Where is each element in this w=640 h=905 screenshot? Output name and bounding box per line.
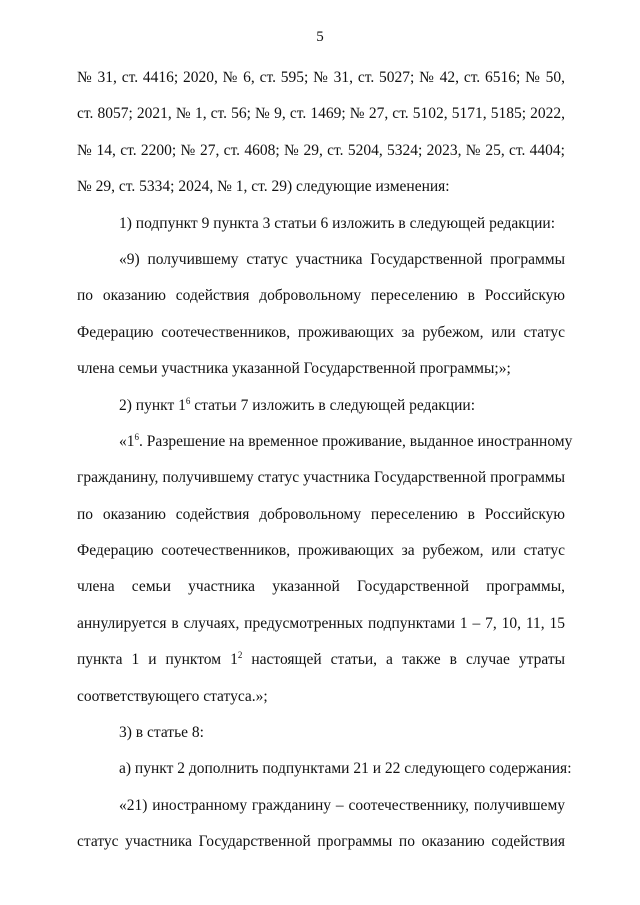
text-line: 3) в статье 8: (119, 724, 204, 742)
text-line (77, 424, 573, 460)
text-line: аннулируется в случаях, предусмотренных подпунктами 1 – 7, 10, 11, 15 (77, 614, 565, 632)
page-number: 5 (316, 29, 324, 45)
text-line: № 31, ст. 4416; 2020, № 6, ст. 595; № 31, ст. 5027; № 42, ст. 6516; № 50, (77, 69, 565, 86)
text-line: Федерацию соотечественников, проживающих за рубежом, или статус (77, 323, 565, 341)
text-fragment: «1 (119, 432, 135, 450)
text-line: члена семьи участника указанной Государственной программы;»; (77, 360, 511, 378)
text-line: № 14, ст. 2200; № 27, ст. 4608; № 29, ст. 5204, 5324; 2023, № 25, ст. 4404; (77, 141, 565, 159)
text-line: № 29, ст. 5334; 2024, № 1, ст. 29) следующие изменения: (77, 178, 450, 196)
text-line: по оказанию содействия добровольному переселению в Российскую (77, 505, 565, 523)
text-line (77, 642, 565, 678)
text-line: по оказанию содействия добровольному переселению в Российскую (77, 287, 565, 305)
text-line: «9) получившему статус участника Государственной программы (119, 250, 565, 268)
text-line: статус участника Государственной программы по оказанию содействия (77, 833, 565, 851)
text-line: ст. 8057; 2021, № 1, ст. 56; № 9, ст. 1469; № 27, ст. 5102, 5171, 5185; 2022, (77, 105, 565, 123)
text-fragment: . Разрешение на временное проживание, выданное иностранному (139, 432, 573, 450)
text-line (77, 388, 565, 424)
text-line: 1) подпункт 9 пункта 3 статьи 6 изложить в следующей редакции: (119, 214, 556, 232)
superscript: 6 (134, 431, 139, 442)
text-line: «21) иностранному гражданину – соотечественнику, получившему (119, 796, 565, 814)
text-line: а) пункт 2 дополнить подпунктами 21 и 22 следующего содержания: (119, 760, 572, 778)
text-line: члена семьи участника указанной Государственной программы, (77, 578, 565, 596)
text-line: гражданину, получившему статус участника Государственной программы (77, 469, 565, 487)
superscript: 2 (237, 650, 243, 661)
text-fragment: 2) пункт 1 (119, 396, 186, 414)
text-fragment: настоящей статьи, а также в случае утраты (242, 651, 566, 669)
text-fragment: пункта 1 и пунктом 1 (77, 651, 238, 669)
superscript: 6 (185, 395, 191, 406)
text-line: Федерацию соотечественников, проживающих за рубежом, или статус (77, 542, 565, 560)
text-line: соответствующего статуса.»; (77, 687, 268, 705)
document-body (77, 60, 573, 861)
text-fragment: статьи 7 изложить в следующей редакции: (190, 396, 476, 414)
